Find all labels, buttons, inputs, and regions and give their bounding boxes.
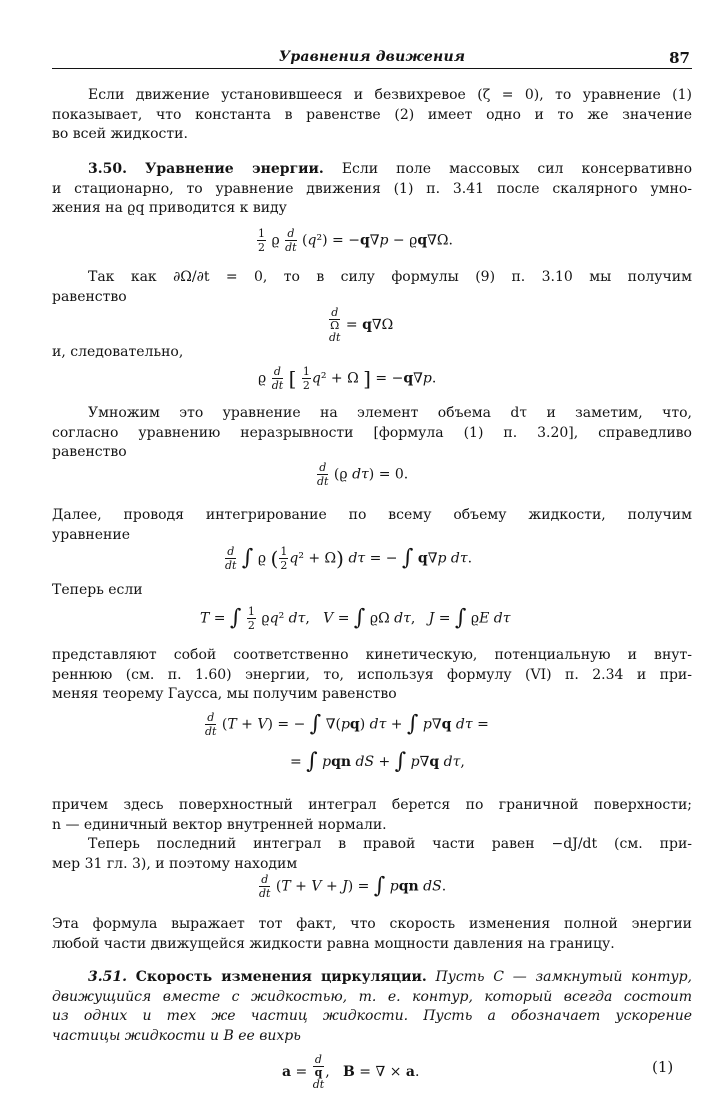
equation-energy-2: ϱ $\frac{d}{dt}$ [ $\frac{1}{2}$ q² + Ω ] = −q∇p. [258,365,437,392]
text-line: реннюю (см. п. 1.60) энергии, то, используя формулу (VI) п. 2.34 и при- [52,666,692,683]
equation-number: (1) [652,1058,674,1076]
text-line: движущийся вместе с жидкостью, т. е. контур, который всегда состоит [52,988,692,1005]
paragraph-so-as [52,268,692,307]
equation-energy-1: $\frac{1}{2}$ ϱ $\frac{d}{dt}$ (q²) = −q∇p − ϱq∇Ω. [258,227,453,254]
equation-continuity: $\frac{d}{dt}$ (ϱ dτ) = 0. [317,461,409,488]
paragraph-formula-expresses [52,915,692,954]
section-heading-line [52,968,692,988]
paragraph-consequently [52,343,692,363]
equation-dOmega-dt: d Ω dt = q∇Ω [329,306,394,344]
text-line: мер 31 гл. 3), и поэтому находим [52,855,298,872]
text-line: показывает, что константа в равенстве (2) имеет одно и то же значение [52,106,692,123]
text-line: Так как ∂Ω/∂t = 0, то в силу формулы (9) п. 3.10 мы получим [88,269,692,285]
text-line: Пусть C — замкнутый контур, [435,969,692,985]
section-3-50 [52,160,692,219]
text-line: Эта формула выражает тот факт, что скорость изменения полной энергии [52,916,692,932]
paragraph-steady-flow [52,86,692,145]
text-line: n — единичный вектор внутренней нормали. [52,816,387,833]
paragraph-surface-integral [52,796,692,835]
equation-acceleration-vorticity: a = d q dt , B = ∇ × a. [282,1053,420,1091]
text-line: меняя теорему Гаусса, мы получим равенство [52,686,397,702]
equation-gauss-2: = ∫ pqn dS + ∫ p∇q dτ, [290,749,465,774]
section-title: Уравнение энергии. [145,161,324,177]
text-line: Если поле массовых сил консервативно [341,161,693,177]
paragraph-multiply [52,404,692,463]
text-line: и, следовательно, [52,344,184,360]
text-line: согласно уравнению неразрывности [формула (1) п. 3.20], справедливо [52,424,692,441]
text-line: Умножим это уравнение на элемент объема dτ и заметим, что, [88,405,692,421]
paragraph-represent [52,646,692,705]
text-line: любой части движущейся жидкости равна мощности давления на границу. [52,935,615,952]
equation-energies-definition: T = ∫ $\frac{1}{2}$ ϱq² dτ, V = ∫ ϱΩ dτ, J = ∫ ϱE dτ [200,605,511,632]
text-line: и стационарно, то уравнение движения (1) п. 3.41 после скалярного умно- [52,180,692,197]
equation-integrated: $\frac{d}{dt}$ ∫ ϱ ( $\frac{1}{2}$ q² + Ω) dτ = − ∫ q∇p dτ. [225,545,473,572]
section-number: 3.51. [88,969,127,985]
section-3-51 [52,968,692,1046]
text-line: Теперь если [52,582,143,598]
text-line: частицы жидкости и B ее вихрь [52,1027,301,1044]
text-line: причем здесь поверхностный интеграл берется по граничной поверхности; [52,797,692,813]
paragraph-further [52,506,692,545]
section-heading-line [52,160,692,180]
text-line: Теперь последний интеграл в правой части равен −dJ/dt (см. при- [88,836,692,852]
text-line: представляют собой соответственно кинетическую, потенциальную и внут- [52,647,692,663]
text-line: уравнение [52,526,130,543]
text-line: равенство [52,444,127,460]
section-title: Скорость изменения циркуляции. [135,969,427,985]
text-line: из одних и тех же частиц жидкости. Пусть a обозначает ускорение [52,1008,692,1024]
text-line: Далее, проводя интегрирование по всему объему жидкости, получим [52,507,692,523]
page-header [52,48,692,69]
section-number: 3.50. [88,161,127,177]
paragraph-now-if [52,581,692,601]
text-line: жения на ϱq приводится к виду [52,200,287,216]
equation-total-energy: $\frac{d}{dt}$ (T + V + J) = ∫ pqn dS. [259,873,447,900]
equation-gauss-1: $\frac{d}{dt}$ (T + V) = − ∫ ∇(pq) dτ + ∫ p∇q dτ = [205,711,489,738]
text-line: равенство [52,288,127,305]
text-line: во всей жидкости. [52,126,188,142]
paragraph-last-integral [52,835,692,874]
running-title: Уравнения движения [278,49,466,65]
text-line: Если движение установившееся и безвихревое (ζ = 0), то уравнение (1) [88,87,692,103]
page-number: 87 [669,49,690,67]
